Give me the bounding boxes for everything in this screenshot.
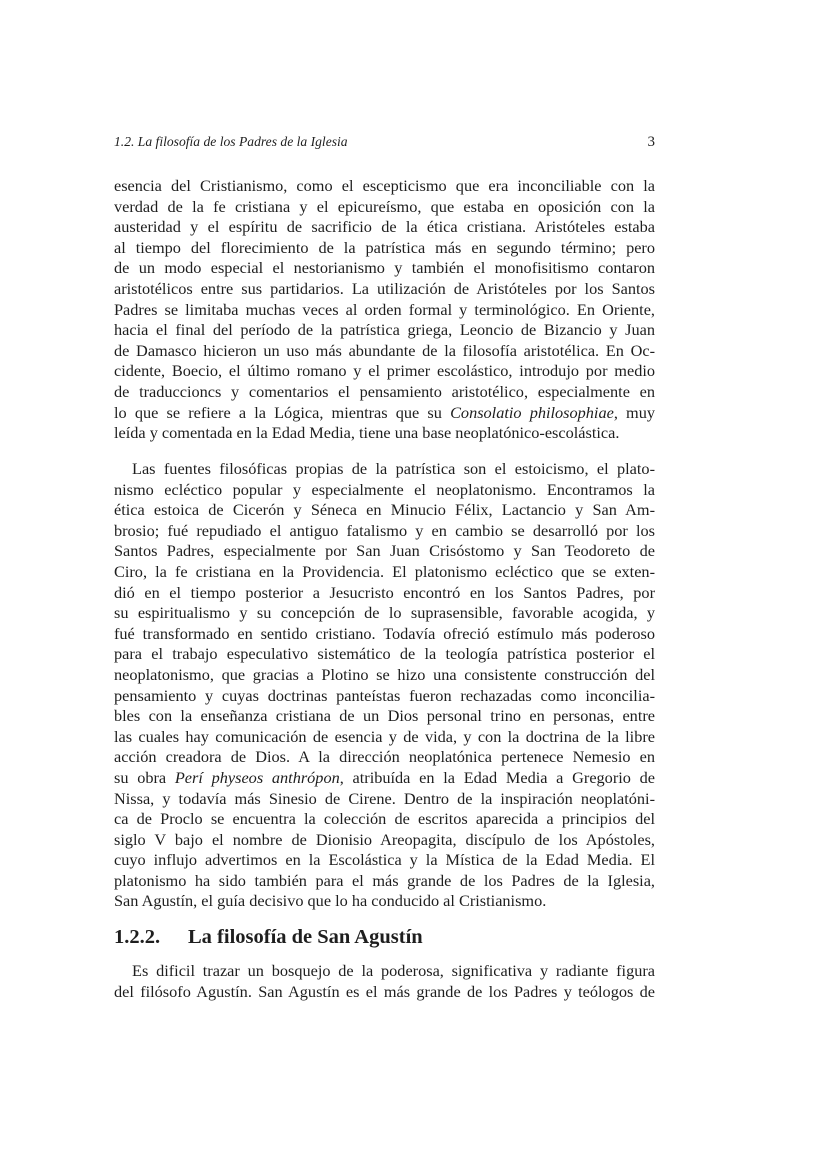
text-line: hacia el final del período de la patrística griega, Leoncio de Bizancio y Juan xyxy=(114,320,655,340)
text-line: bles con la enseñanza cristiana de un Dios personal trino en personas, entre xyxy=(114,706,655,726)
text-line: siglo V bajo el nombre de Dionisio Areopagita, discípulo de los Apóstoles, xyxy=(114,829,655,849)
text-line: del filósofo Agustín. San Agustín es el más grande de los Padres y teólogos de xyxy=(114,981,655,1001)
text-line: de Damasco hicieron un uso más abundante de la filosofía aristotélica. En Oc- xyxy=(114,340,655,360)
paragraph xyxy=(114,961,655,1002)
section-title: La filosofía de San Agustín xyxy=(188,926,423,948)
text-line: platonismo ha sido también para el más grande de los Padres de la Iglesia, xyxy=(114,870,655,890)
text-line: nismo ecléctico popular y especialmente el neoplatonismo. Encontramos la xyxy=(114,479,655,499)
text-line: austeridad y el espíritu de sacrificio de la ética cristiana. Aristóteles estaba xyxy=(114,217,655,237)
text-line: neoplatonismo, que gracias a Plotino se hizo una consistente construcción del xyxy=(114,664,655,684)
paragraph xyxy=(114,176,655,444)
text-line: acción creadora de Dios. A la dirección neoplatónica pertenece Nemesio en xyxy=(114,747,655,767)
text-line: ética estoica de Cicerón y Séneca en Minucio Félix, Lactancio y San Am- xyxy=(114,500,655,520)
text-line: Santos Padres, especialmente por San Juan Crisóstomo y San Teodoreto de xyxy=(114,541,655,561)
text-line: las cuales hay comunicación de esencia y de vida, y con la doctrina de la libre xyxy=(114,726,655,746)
text-line: cuyo influjo advertimos en la Escolástica y la Mística de la Edad Media. El xyxy=(114,850,655,870)
italic-title: Consolatio philosophiae xyxy=(450,402,614,422)
text-line: Las fuentes filosóficas propias de la patrística son el estoicismo, el plato- xyxy=(132,459,655,478)
section-heading xyxy=(114,926,423,949)
running-header xyxy=(114,134,655,150)
page-number: 3 xyxy=(647,134,655,150)
text-line: al tiempo del florecimiento de la patrística más en segundo término; pero xyxy=(114,237,655,257)
section-number: 1.2.2. xyxy=(114,926,161,948)
text-segment: , muy xyxy=(613,402,655,422)
text-segment: su obra xyxy=(114,767,175,787)
text-line: dió en el tiempo posterior a Jesucristo encontró en los Santos Padres, por xyxy=(114,582,655,602)
italic-title: Perí physeos anthrópon xyxy=(174,767,340,787)
text-line: esencia del Cristianismo, como el escepticismo que era inconciliable con la xyxy=(114,176,655,195)
text-segment: , atribuída en la Edad Media a Gregorio de xyxy=(339,767,656,787)
text-line: fué transformado en sentido cristiano. Todavía ofreció estímulo más poderoso xyxy=(114,623,655,643)
text-line: Nissa, y todavía más Sinesio de Cirene. Dentro de la inspiración neoplatóni- xyxy=(114,788,655,808)
text-line: de traduccioncs y comentarios el pensamiento aristotélico, especialmente en xyxy=(114,381,655,401)
text-line: para el trabajo especulativo sistemático de la teología patrística posterior el xyxy=(114,644,655,664)
text-line: ca de Proclo se encuentra la colección de escritos aparecida a principios del xyxy=(114,809,655,829)
text-segment: lo que se refiere a la Lógica, mientras que su xyxy=(114,402,451,422)
text-line: pensamiento y cuyas doctrinas panteístas fueron rechazadas como inconcilia- xyxy=(114,685,655,705)
text-line: aristotélicos entre sus partidarios. La utilización de Aristóteles por los Santos xyxy=(114,278,655,298)
text-line: verdad de la fe cristiana y el epicureísmo, que estaba en oposición con la xyxy=(114,196,655,216)
text-line: Es dificil trazar un bosquejo de la poderosa, significativa y radiante figura xyxy=(132,961,655,980)
text-line: San Agustín, el guía decisivo que lo ha conducido al Cristianismo. xyxy=(114,891,547,911)
text-line: brosio; fué repudiado el antiguo fatalismo y en cambio se desarrolló por los xyxy=(114,520,655,540)
text-line: Ciro, la fe cristiana en la Providencia. El platonismo ecléctico que se exten- xyxy=(114,561,655,581)
paragraph xyxy=(114,459,655,912)
running-header-title: 1.2. La filosofía de los Padres de la Iglesia xyxy=(114,134,348,149)
text-line: leída y comentada en la Edad Media, tiene una base neoplatónico-escolástica. xyxy=(114,423,620,443)
text-line: Padres se limitaba muchas veces al orden formal y terminológico. En Oriente, xyxy=(114,299,655,319)
text-line xyxy=(114,403,655,424)
text-line: cidente, Boecio, el último romano y el primer escolástico, introdujo por medio xyxy=(114,361,655,381)
text-line: de un modo especial el nestorianismo y también el monofisitismo contaron xyxy=(114,258,655,278)
text-line: su espiritualismo y su concepción de lo suprasensible, favorable acogida, y xyxy=(114,603,655,623)
text-line xyxy=(114,768,655,789)
